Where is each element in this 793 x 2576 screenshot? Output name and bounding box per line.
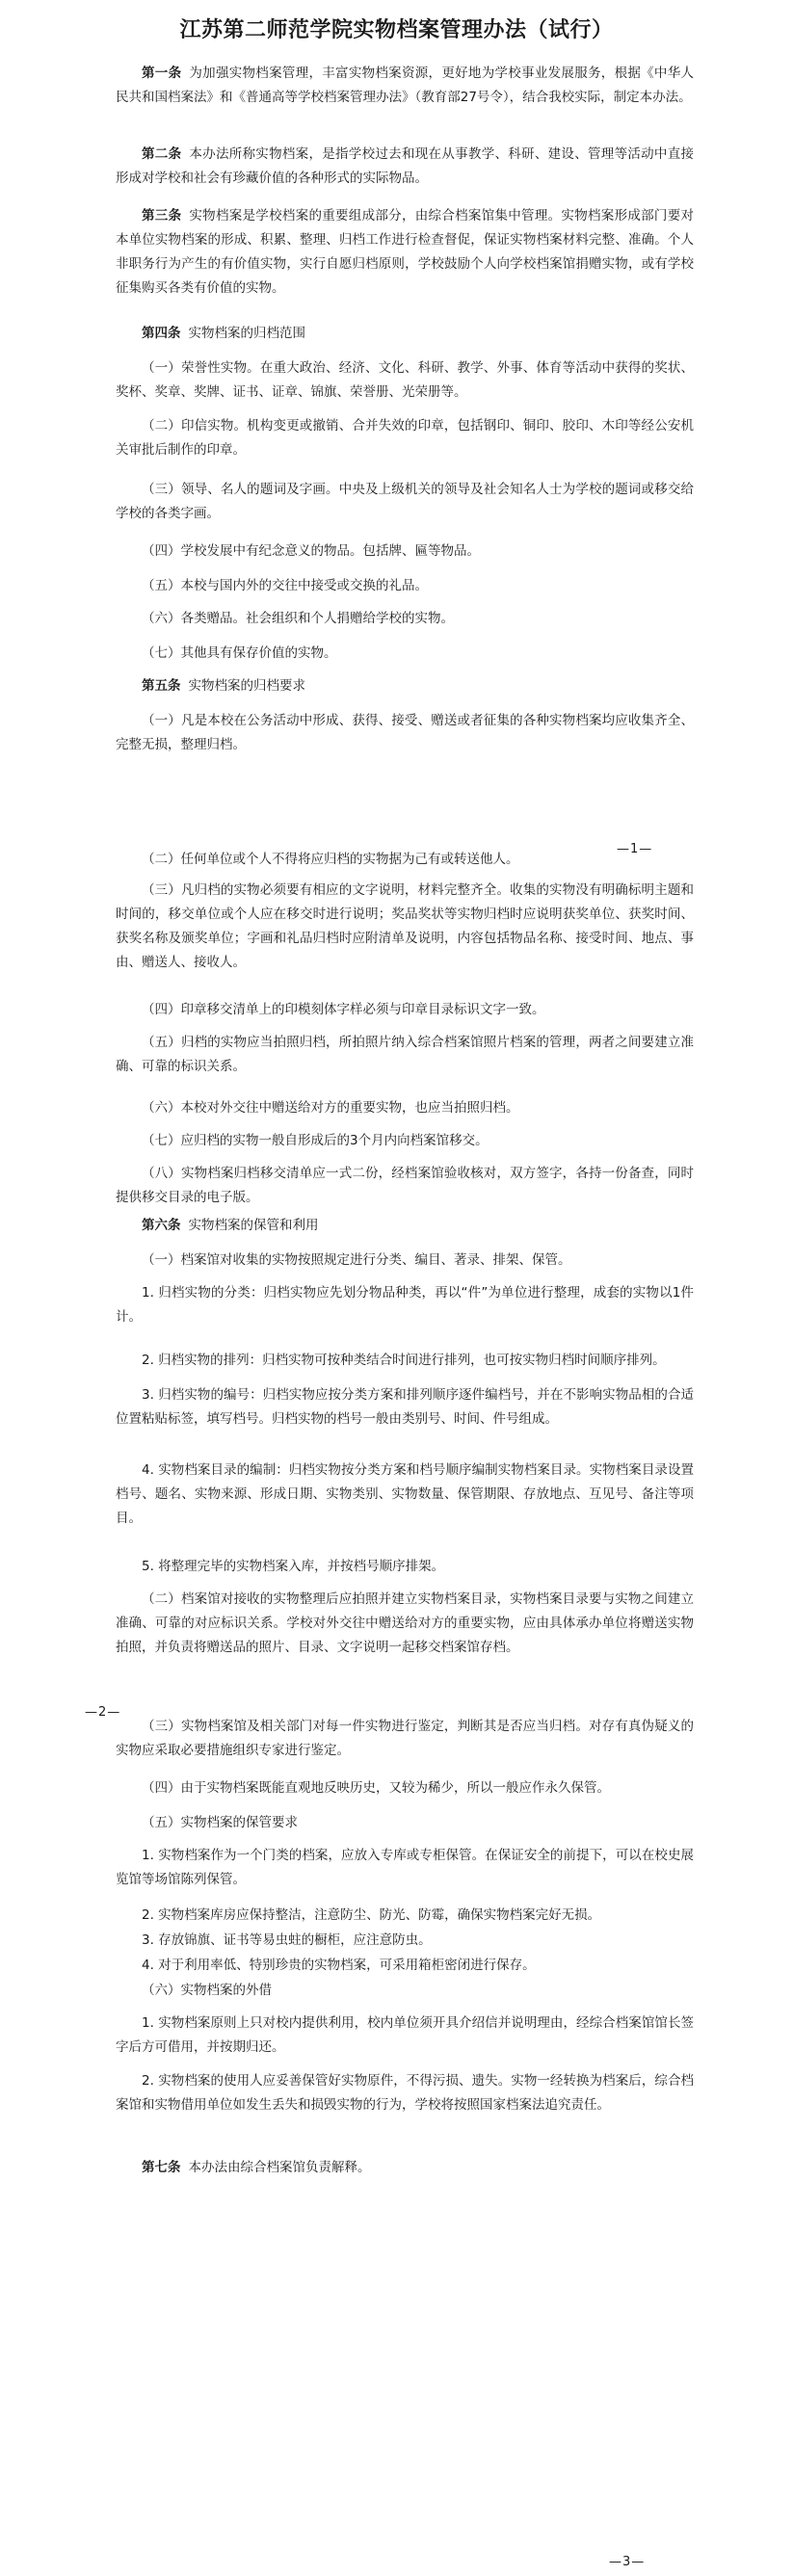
paragraph-text: （六）各类赠品。社会组织和个人捐赠给学校的实物。: [142, 611, 454, 626]
clause-paragraph: [116, 1588, 694, 1660]
article-paragraph: [116, 2156, 694, 2180]
article-number: 第五条: [142, 678, 181, 694]
paragraph-text: 实物档案的归档范围: [188, 326, 305, 341]
paragraph-text: 2. 实物档案库房应保持整洁，注意防尘、防光、防霉，确保实物档案完好无损。: [142, 1907, 601, 1923]
paragraph-text: 3. 归档实物的编号：归档实物应按分类方案和排列顺序逐件编档号，并在不影响实物品相的合适位置粘贴标签，填写档号。归档实物的档号一般由类别号、时间、件号组成。: [116, 1387, 694, 1427]
clause-paragraph: [116, 1929, 694, 1953]
article-number: 第四条: [142, 326, 181, 341]
paragraph-text: （四）由于实物档案既能直观地反映历史，又较为稀少，所以一般应作永久保管。: [142, 1780, 610, 1796]
paragraph-text: （一）凡是本校在公务活动中形成、获得、接受、赠送或者征集的各种实物档案均应收集齐全、完整无损，整理归档。: [116, 713, 694, 752]
article-paragraph: [116, 62, 694, 110]
paragraph-text: 5. 将整理完毕的实物档案入库，并按档号顺序排架。: [142, 1559, 445, 1574]
clause-paragraph: [116, 1031, 694, 1079]
paragraph-text: 1. 归档实物的分类：归档实物应先划分物品种类，再以“件”为单位进行整理，成套的实物以1件计。: [116, 1285, 694, 1325]
paragraph-text: （七）其他具有保存价值的实物。: [142, 645, 337, 661]
clause-paragraph: [116, 1096, 694, 1120]
clause-paragraph: [116, 1349, 694, 1373]
paragraph-text: 4. 对于利用率低、特别珍贵的实物档案，可采用箱柜密闭进行保存。: [142, 1958, 536, 1973]
paragraph-text: 3. 存放锦旗、证书等易虫蛀的橱柜，应注意防虫。: [142, 1932, 432, 1948]
article-number: 第七条: [142, 2160, 181, 2175]
paragraph-text: （三）实物档案馆及相关部门对每一件实物进行鉴定，判断其是否应当归档。对存有真伪疑义的实物应采取必要措施组织专家进行鉴定。: [116, 1719, 694, 1758]
paragraph-text: 2. 实物档案的使用人应妥善保管好实物原件，不得污损、遗失。实物一经转换为档案后，综合档案馆和实物借用单位如发生丢失和损毁实物的行为，学校将按照国家档案法追究责任。: [116, 2073, 694, 2113]
paragraph-text: 本办法由综合档案馆负责解释。: [188, 2160, 371, 2175]
article-paragraph: [116, 322, 694, 346]
clause-paragraph: [116, 1162, 694, 1210]
paragraph-text: 本办法所称实物档案，是指学校过去和现在从事教学、科研、建设、管理等活动中直接形成对学校和社会有珍藏价值的各种形式的实际物品。: [116, 146, 695, 186]
paragraph-text: 实物档案是学校档案的重要组成部分，由综合档案馆集中管理。实物档案形成部门要对本单位实物档案的形成、积累、整理、归档工作进行检查督促，保证实物档案材料完整、准确。个人非职务行为产生的有价值实物，实行自愿归档原则，学校鼓励个人向学校档案馆捐赠实物，或有学校征集购买各类有价值的实物。: [116, 208, 695, 296]
clause-paragraph: [116, 1954, 694, 1978]
paragraph-text: 4. 实物档案目录的编制：归档实物按分类方案和档号顺序编制实物档案目录。实物档案目录设置档号、题名、实物来源、形成日期、实物类别、实物数量、保管期限、存放地点、互见号、备注等项目。: [116, 1462, 694, 1526]
paragraph-text: （二）档案馆对接收的实物整理后应拍照并建立实物档案目录，实物档案目录要与实物之间建立准确、可靠的对应标识关系。学校对外交往中赠送给对方的重要实物，应由具体承办单位将赠送实物拍照，并负责将赠送品的照片、目录、文字说明一起移交档案馆存档。: [116, 1591, 694, 1655]
paragraph-text: 实物档案的归档要求: [188, 678, 305, 694]
paragraph-text: （一）档案馆对收集的实物按照规定进行分类、编目、著录、排架、保管。: [142, 1252, 571, 1268]
paragraph-text: （五）本校与国内外的交往中接受或交换的礼品。: [142, 578, 428, 593]
paragraph-text: （七）应归档的实物一般自形成后的3个月内向档案馆移交。: [142, 1133, 489, 1148]
paragraph-text: （二）任何单位或个人不得将应归档的实物据为己有或转送他人。: [142, 852, 519, 867]
paragraph-text: 为加强实物档案管理，丰富实物档案资源，更好地为学校事业发展服务，根据《中华人民共和国档案法》和《普通高等学校档案管理办法》（教育部27号令），结合我校实际，制定本办法。: [116, 66, 695, 105]
clause-paragraph: [116, 607, 694, 631]
clause-paragraph: [116, 1811, 694, 1835]
article-number: 第三条: [142, 208, 182, 223]
article-number: 第六条: [142, 1218, 181, 1233]
clause-paragraph: [116, 1715, 694, 1763]
article-number: 第一条: [142, 66, 182, 81]
article-number: 第二条: [142, 146, 182, 162]
clause-paragraph: [116, 1904, 694, 1928]
clause-paragraph: [116, 1459, 694, 1531]
clause-paragraph: [116, 1383, 694, 1432]
clause-paragraph: [116, 1129, 694, 1153]
paragraph-text: （三）领导、名人的题词及字画。中央及上级机关的领导及社会知名人士为学校的题词或移交给学校的各类字画。: [116, 482, 694, 521]
article-paragraph: [116, 143, 694, 191]
paragraph-text: （八）实物档案归档移交清单应一式二份，经档案馆验收核对，双方签字，各持一份备查，同时提供移交目录的电子版。: [116, 1166, 694, 1205]
document-title: 江苏第二师范学院实物档案管理办法（试行）: [179, 17, 614, 42]
paragraph-text: （一）荣誉性实物。在重大政治、经济、文化、科研、教学、外事、体育等活动中获得的奖状、奖杯、奖章、奖牌、证书、证章、锦旗、荣誉册、光荣册等。: [116, 360, 694, 400]
article-paragraph: [116, 204, 694, 301]
clause-paragraph: [116, 642, 694, 666]
clause-paragraph: [116, 1249, 694, 1273]
page-number: —3—: [609, 2555, 646, 2569]
paragraph-text: 1. 实物档案作为一个门类的档案，应放入专库或专柜保管。在保证安全的前提下，可以在校史展览馆等场馆陈列保管。: [116, 1848, 694, 1887]
clause-paragraph: [116, 1555, 694, 1579]
clause-paragraph: [116, 848, 694, 872]
clause-paragraph: [116, 1776, 694, 1801]
paragraph-text: （二）印信实物。机构变更或撤销、合并失效的印章，包括钢印、铜印、胶印、木印等经公安机关审批后制作的印章。: [116, 418, 694, 458]
clause-paragraph: [116, 879, 694, 975]
paragraph-text: （五）归档的实物应当拍照归档，所拍照片纳入综合档案馆照片档案的管理，两者之间要建立准确、可靠的标识关系。: [116, 1035, 694, 1074]
paragraph-text: 实物档案的保管和利用: [188, 1218, 319, 1233]
clause-paragraph: [116, 709, 694, 757]
paragraph-text: （四）印章移交清单上的印模刻体字样必须与印章目录标识文字一致。: [142, 1002, 545, 1017]
clause-paragraph: [116, 1844, 694, 1892]
clause-paragraph: [116, 356, 694, 405]
clause-paragraph: [116, 539, 694, 564]
clause-paragraph: [116, 414, 694, 462]
paragraph-text: （六）实物档案的外借: [142, 1983, 272, 1998]
paragraph-text: （五）实物档案的保管要求: [142, 1815, 298, 1830]
paragraph-text: 1. 实物档案原则上只对校内提供利用，校内单位须开具介绍信并说明理由，经综合档案馆馆长签字后方可借用，并按期归还。: [116, 2015, 694, 2055]
clause-paragraph: [116, 574, 694, 598]
clause-paragraph: [116, 2011, 694, 2060]
article-paragraph: [116, 674, 694, 698]
paragraph-text: （三）凡归档的实物必须要有相应的文字说明，材料完整齐全。收集的实物没有明确标明主题和时间的，移交单位或个人应在移交时进行说明；奖品奖状等实物归档时应说明获奖单位、获奖时间、获奖名称及颁奖单位；字画和礼品归档时应附清单及说明，内容包括物品名称、接受时间、地点、事由、赠送人、接收人。: [116, 882, 694, 970]
clause-paragraph: [116, 478, 694, 526]
clause-paragraph: [116, 1281, 694, 1329]
page-number: —2—: [85, 1705, 121, 1720]
paragraph-text: （四）学校发展中有纪念意义的物品。包括牌、匾等物品。: [142, 543, 480, 559]
clause-paragraph: [116, 2069, 694, 2117]
clause-paragraph: [116, 1979, 694, 2003]
paragraph-text: （六）本校对外交往中赠送给对方的重要实物，也应当拍照归档。: [142, 1100, 519, 1116]
page-number: —1—: [617, 842, 653, 856]
clause-paragraph: [116, 998, 694, 1022]
paragraph-text: 2. 归档实物的排列：归档实物可按种类结合时间进行排列，也可按实物归档时间顺序排列。: [142, 1353, 666, 1368]
article-paragraph: [116, 1214, 694, 1238]
